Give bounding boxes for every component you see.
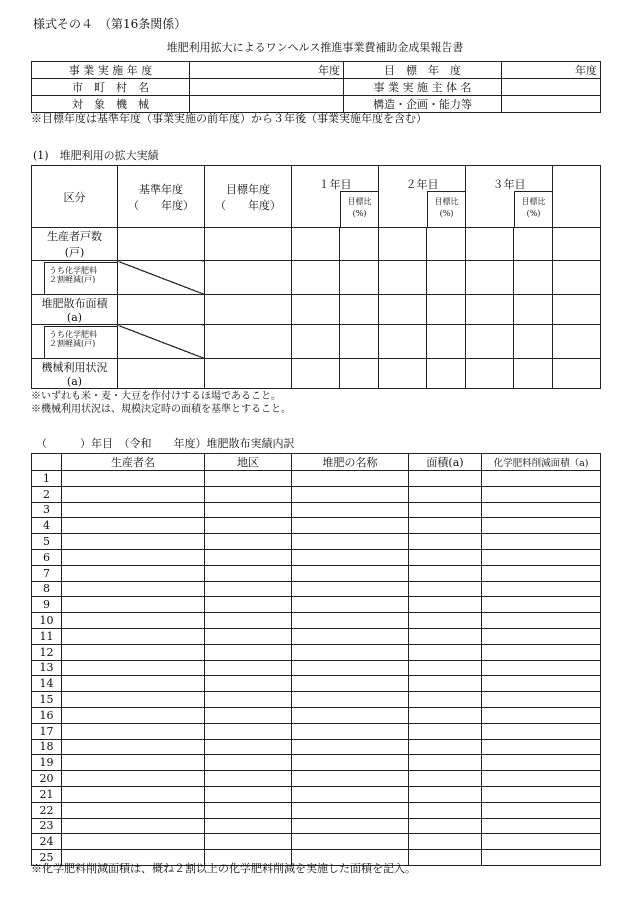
- col-extra: [553, 166, 601, 228]
- cell-area[interactable]: [409, 581, 482, 597]
- row-number: 7: [32, 565, 62, 581]
- cell-area[interactable]: [409, 802, 482, 818]
- cell-reduced-area[interactable]: [482, 755, 601, 771]
- ratio-cell[interactable]: [426, 325, 465, 358]
- cell-area[interactable]: [409, 786, 482, 802]
- cell-district[interactable]: [205, 534, 292, 550]
- row-number: 21: [32, 786, 62, 802]
- cell-target[interactable]: [205, 228, 292, 261]
- cell-producer-name[interactable]: [62, 644, 205, 660]
- cell-compost-name[interactable]: [292, 486, 409, 502]
- label-structure: 構造・企画・能力等: [344, 96, 502, 113]
- cell-producer-name[interactable]: [62, 818, 205, 834]
- cell-compost-name[interactable]: [292, 802, 409, 818]
- table-row: [32, 471, 601, 487]
- col-kubun: 区分: [32, 166, 118, 228]
- cell-district[interactable]: [205, 834, 292, 850]
- row-number: 15: [32, 692, 62, 708]
- table-row: [32, 613, 601, 629]
- cell-extra[interactable]: [553, 325, 601, 359]
- row-number: 6: [32, 549, 62, 565]
- cell-district[interactable]: [205, 676, 292, 692]
- cell-producer-name[interactable]: [62, 676, 205, 692]
- cell-year-2[interactable]: [379, 325, 466, 359]
- cell-year-1[interactable]: [292, 359, 379, 389]
- cell-area[interactable]: [409, 818, 482, 834]
- cell-producer-name[interactable]: [62, 534, 205, 550]
- label-target-year: 目 標 年 度: [344, 62, 502, 79]
- row-area-unit: (a): [66, 311, 83, 324]
- cell-reduced-area[interactable]: [482, 676, 601, 692]
- cell-producer-name[interactable]: [62, 502, 205, 518]
- cell-reduced-area[interactable]: [482, 518, 601, 534]
- cell-compost-name[interactable]: [292, 818, 409, 834]
- value-project-year[interactable]: 年度: [190, 62, 344, 79]
- col-reduced-area: 化学肥料削減面積（a): [482, 454, 601, 471]
- cell-producer-name[interactable]: [62, 597, 205, 613]
- cell-extra[interactable]: [553, 295, 601, 325]
- table-row: [32, 771, 601, 787]
- cell-district[interactable]: [205, 818, 292, 834]
- table-row: [32, 502, 601, 518]
- row-number: 11: [32, 628, 62, 644]
- row-area-sub-unit: ２割軽減(戸): [49, 338, 96, 348]
- cell-producer-name[interactable]: [62, 723, 205, 739]
- cell-district[interactable]: [205, 660, 292, 676]
- cell-reduced-area[interactable]: [482, 802, 601, 818]
- cell-area[interactable]: [409, 518, 482, 534]
- cell-year-3[interactable]: [466, 228, 553, 261]
- row-area-sub: [32, 325, 118, 359]
- row-number: 9: [32, 597, 62, 613]
- ratio-unit: (%): [439, 209, 454, 218]
- cell-reduced-area[interactable]: [482, 628, 601, 644]
- col-target-year-label: 目標年度: [226, 182, 270, 196]
- cell-producer-name[interactable]: [62, 486, 205, 502]
- cell-district[interactable]: [205, 723, 292, 739]
- table-row: [32, 676, 601, 692]
- cell-compost-name[interactable]: [292, 755, 409, 771]
- row-area: [32, 295, 118, 325]
- cell-reduced-area[interactable]: [482, 502, 601, 518]
- ratio-label: 目標比: [347, 197, 372, 206]
- row-area-sub-label: うち化学肥料: [49, 329, 97, 339]
- cell-producer-name[interactable]: [62, 707, 205, 723]
- cell-producer-name[interactable]: [62, 518, 205, 534]
- cell-extra[interactable]: [553, 261, 601, 295]
- cell-reduced-area[interactable]: [482, 739, 601, 755]
- cell-compost-name[interactable]: [292, 549, 409, 565]
- row-number: 14: [32, 676, 62, 692]
- row-number: 17: [32, 723, 62, 739]
- cell-producer-name[interactable]: [62, 692, 205, 708]
- col-compost-name: 堆肥の名称: [292, 454, 409, 471]
- ratio-cell[interactable]: [513, 228, 552, 260]
- table-row: [32, 723, 601, 739]
- cell-district[interactable]: [205, 692, 292, 708]
- ratio-cell[interactable]: [339, 359, 378, 388]
- ratio-cell[interactable]: [426, 359, 465, 388]
- cell-area[interactable]: [409, 644, 482, 660]
- ratio-label: 目標比: [521, 197, 546, 206]
- section1-notes: [31, 390, 291, 416]
- cell-reduced-area[interactable]: [482, 834, 601, 850]
- table-row: [32, 834, 601, 850]
- cell-area[interactable]: [409, 850, 482, 866]
- cell-reduced-area[interactable]: [482, 471, 601, 487]
- row-number: 24: [32, 834, 62, 850]
- row-machine: [32, 359, 118, 389]
- cell-area[interactable]: [409, 597, 482, 613]
- cell-year-1[interactable]: [292, 325, 379, 359]
- table-row: [32, 818, 601, 834]
- cell-area[interactable]: [409, 628, 482, 644]
- section1-note-2: ※機械利用状況は、規模決定時の面積を基準とすること。: [31, 404, 291, 415]
- section1-heading: (1) 堆肥利用の拡大実績: [33, 149, 159, 162]
- cell-year-3[interactable]: [466, 359, 553, 389]
- col-target-year: [205, 166, 292, 228]
- ratio-label: 目標比: [434, 197, 459, 206]
- cell-reduced-area[interactable]: [482, 565, 601, 581]
- cell-year-2[interactable]: [379, 359, 466, 389]
- cell-producer-name[interactable]: [62, 739, 205, 755]
- cell-area[interactable]: [409, 834, 482, 850]
- cell-year-2[interactable]: [379, 295, 466, 325]
- cell-reduced-area[interactable]: [482, 613, 601, 629]
- row-area-label: 堆肥散布面積: [41, 297, 108, 310]
- cell-reduced-area[interactable]: [482, 644, 601, 660]
- row-producers: [32, 228, 118, 261]
- cell-base-slashed: [118, 261, 205, 295]
- table-row: [32, 739, 601, 755]
- table-row: [32, 786, 601, 802]
- col-base-year-paren: （ 年度）: [128, 198, 194, 212]
- cell-reduced-area[interactable]: [482, 818, 601, 834]
- table-row: [32, 707, 601, 723]
- cell-compost-name[interactable]: [292, 581, 409, 597]
- ratio-cell[interactable]: [339, 228, 378, 260]
- cell-reduced-area[interactable]: [482, 723, 601, 739]
- cell-district[interactable]: [205, 707, 292, 723]
- section2-heading: （ ）年目 （令和 年度）堆肥散布実績内訳: [36, 437, 295, 450]
- ratio-cell[interactable]: [513, 295, 552, 324]
- row-producers-label: 生産者戸数: [47, 230, 102, 243]
- cell-reduced-area[interactable]: [482, 549, 601, 565]
- cell-base[interactable]: [118, 359, 205, 389]
- cell-area[interactable]: [409, 613, 482, 629]
- cell-target[interactable]: [205, 261, 292, 295]
- target-year-note: ※目標年度は基準年度（事業実施の前年度）から３年後（事業実施年度を含む）: [31, 112, 427, 125]
- cell-compost-name[interactable]: [292, 723, 409, 739]
- row-number: 4: [32, 518, 62, 534]
- col-year-1-ratio: [340, 191, 378, 227]
- cell-compost-name[interactable]: [292, 707, 409, 723]
- ratio-unit: (%): [526, 209, 541, 218]
- ratio-cell[interactable]: [339, 261, 378, 294]
- cell-extra[interactable]: [553, 359, 601, 389]
- cell-year-1[interactable]: [292, 261, 379, 295]
- row-number: 20: [32, 771, 62, 787]
- col-year-3-label: ３年目: [492, 178, 526, 191]
- cell-compost-name[interactable]: [292, 771, 409, 787]
- col-year-2-label: ２年目: [405, 178, 439, 191]
- table-row: [32, 692, 601, 708]
- ratio-cell[interactable]: [426, 295, 465, 324]
- cell-compost-name[interactable]: [292, 692, 409, 708]
- cell-producer-name[interactable]: [62, 786, 205, 802]
- cell-compost-name[interactable]: [292, 502, 409, 518]
- row-area-sub-box: [44, 326, 117, 358]
- cell-reduced-area[interactable]: [482, 534, 601, 550]
- cell-area[interactable]: [409, 723, 482, 739]
- cell-extra[interactable]: [553, 228, 601, 261]
- col-year-3: [466, 166, 553, 228]
- value-target-year[interactable]: 年度: [502, 62, 601, 79]
- col-producer-name: 生産者名: [62, 454, 205, 471]
- cell-reduced-area[interactable]: [482, 850, 601, 866]
- cell-district[interactable]: [205, 739, 292, 755]
- cell-producer-name[interactable]: [62, 628, 205, 644]
- cell-target[interactable]: [205, 359, 292, 389]
- row-number: 8: [32, 581, 62, 597]
- ratio-cell[interactable]: [426, 228, 465, 260]
- cell-area[interactable]: [409, 565, 482, 581]
- col-district: 地区: [205, 454, 292, 471]
- col-year-3-ratio: [514, 191, 552, 227]
- label-implementer: 事 業 実 施 主 体 名: [344, 79, 502, 96]
- row-number: 2: [32, 486, 62, 502]
- value-target-machine[interactable]: [190, 96, 344, 113]
- cell-producer-name[interactable]: [62, 834, 205, 850]
- value-structure[interactable]: [502, 96, 601, 113]
- cell-area[interactable]: [409, 660, 482, 676]
- cell-producer-name[interactable]: [62, 581, 205, 597]
- section2-note: ※化学肥料削減面積は、概ね２割以上の化学肥料削減を実施した面積を記入。: [31, 862, 416, 875]
- ratio-cell[interactable]: [426, 261, 465, 294]
- col-year-1-label: １年目: [318, 178, 352, 191]
- row-number: 22: [32, 802, 62, 818]
- cell-base[interactable]: [118, 228, 205, 261]
- row-number: 12: [32, 644, 62, 660]
- cell-year-2[interactable]: [379, 228, 466, 261]
- cell-producer-name[interactable]: [62, 802, 205, 818]
- cell-compost-name[interactable]: [292, 628, 409, 644]
- cell-district[interactable]: [205, 549, 292, 565]
- cell-compost-name[interactable]: [292, 597, 409, 613]
- cell-area[interactable]: [409, 471, 482, 487]
- detail-header-row: [32, 454, 601, 471]
- label-project-year: 事 業 実 施 年 度: [32, 62, 190, 79]
- col-area: 面積(a): [409, 454, 482, 471]
- row-number: 13: [32, 660, 62, 676]
- cell-producer-name[interactable]: [62, 755, 205, 771]
- cell-producer-name[interactable]: [62, 771, 205, 787]
- row-number: 5: [32, 534, 62, 550]
- col-target-year-paren: （ 年度）: [215, 198, 281, 212]
- cell-year-3[interactable]: [466, 295, 553, 325]
- table-row: [32, 534, 601, 550]
- row-number: 18: [32, 739, 62, 755]
- table-row: [32, 628, 601, 644]
- ratio-cell[interactable]: [513, 359, 552, 388]
- cell-compost-name[interactable]: [292, 565, 409, 581]
- cell-area[interactable]: [409, 549, 482, 565]
- row-producers-sub: [32, 261, 118, 295]
- col-no: [32, 454, 62, 471]
- cell-district[interactable]: [205, 802, 292, 818]
- row-number: 1: [32, 471, 62, 487]
- row-number: 16: [32, 707, 62, 723]
- cell-district[interactable]: [205, 471, 292, 487]
- cell-producer-name[interactable]: [62, 471, 205, 487]
- cell-reduced-area[interactable]: [482, 692, 601, 708]
- cell-compost-name[interactable]: [292, 676, 409, 692]
- value-implementer[interactable]: [502, 79, 601, 96]
- expansion-results-table: [31, 165, 601, 389]
- row-producers-sub-label: うち化学肥料: [49, 265, 97, 275]
- cell-district[interactable]: [205, 613, 292, 629]
- ratio-cell[interactable]: [513, 261, 552, 294]
- row-number: 19: [32, 755, 62, 771]
- cell-compost-name[interactable]: [292, 518, 409, 534]
- row-machine-unit: (a): [66, 375, 83, 388]
- row-producers-unit: (戸): [64, 246, 85, 259]
- cell-area[interactable]: [409, 692, 482, 708]
- cell-target[interactable]: [205, 325, 292, 359]
- cell-year-3[interactable]: [466, 325, 553, 359]
- table-row: [32, 549, 601, 565]
- cell-year-1[interactable]: [292, 228, 379, 261]
- label-target-machine: 対 象 機 械: [32, 96, 190, 113]
- section1-note-1: ※いずれも米・麦・大豆を作付けするほ場であること。: [31, 391, 281, 402]
- cell-compost-name[interactable]: [292, 834, 409, 850]
- cell-area[interactable]: [409, 676, 482, 692]
- row-number: 10: [32, 613, 62, 629]
- cell-district[interactable]: [205, 486, 292, 502]
- table-row: [32, 660, 601, 676]
- row-number: 3: [32, 502, 62, 518]
- cell-district[interactable]: [205, 628, 292, 644]
- cell-producer-name[interactable]: [62, 549, 205, 565]
- spreading-detail-table: [31, 453, 601, 866]
- cell-district[interactable]: [205, 565, 292, 581]
- cell-producer-name[interactable]: [62, 565, 205, 581]
- col-year-2-ratio: [427, 191, 465, 227]
- cell-area[interactable]: [409, 486, 482, 502]
- cell-year-2[interactable]: [379, 261, 466, 295]
- cell-district[interactable]: [205, 581, 292, 597]
- cell-district[interactable]: [205, 518, 292, 534]
- cell-compost-name[interactable]: [292, 613, 409, 629]
- row-number: 25: [32, 850, 62, 866]
- col-year-2: [379, 166, 466, 228]
- cell-compost-name[interactable]: [292, 739, 409, 755]
- row-producers-sub-box: [44, 262, 117, 294]
- cell-district[interactable]: [205, 771, 292, 787]
- cell-producer-name[interactable]: [62, 613, 205, 629]
- cell-area[interactable]: [409, 502, 482, 518]
- table-row: [32, 565, 601, 581]
- cell-year-1[interactable]: [292, 295, 379, 325]
- cell-reduced-area[interactable]: [482, 486, 601, 502]
- cell-district[interactable]: [205, 502, 292, 518]
- ratio-unit: (%): [352, 209, 367, 218]
- table-row: [32, 802, 601, 818]
- cell-target[interactable]: [205, 295, 292, 325]
- cell-area[interactable]: [409, 534, 482, 550]
- cell-reduced-area[interactable]: [482, 581, 601, 597]
- cell-compost-name[interactable]: [292, 644, 409, 660]
- ratio-cell[interactable]: [513, 325, 552, 358]
- cell-district[interactable]: [205, 755, 292, 771]
- form-number: 様式その４ （第16条関係）: [33, 17, 187, 31]
- row-machine-label: 機械利用状況: [41, 361, 108, 374]
- info-table: [31, 61, 601, 113]
- row-producers-sub-unit: ２割軽減(戸): [49, 274, 96, 284]
- table-row: [32, 644, 601, 660]
- cell-reduced-area[interactable]: [482, 660, 601, 676]
- col-base-year-label: 基準年度: [139, 182, 183, 196]
- col-year-1: [292, 166, 379, 228]
- ratio-cell[interactable]: [339, 325, 378, 358]
- page-title: 堆肥利用拡大によるワンヘルス推進事業費補助金成果報告書: [166, 41, 464, 54]
- table-row: [32, 486, 601, 502]
- cell-area[interactable]: [409, 739, 482, 755]
- cell-reduced-area[interactable]: [482, 771, 601, 787]
- cell-year-3[interactable]: [466, 261, 553, 295]
- cell-base[interactable]: [118, 295, 205, 325]
- cell-district[interactable]: [205, 786, 292, 802]
- cell-base-slashed: [118, 325, 205, 359]
- cell-compost-name[interactable]: [292, 660, 409, 676]
- cell-producer-name[interactable]: [62, 660, 205, 676]
- cell-district[interactable]: [205, 597, 292, 613]
- cell-reduced-area[interactable]: [482, 786, 601, 802]
- value-municipality[interactable]: [190, 79, 344, 96]
- cell-area[interactable]: [409, 707, 482, 723]
- cell-compost-name[interactable]: [292, 471, 409, 487]
- ratio-cell[interactable]: [339, 295, 378, 324]
- cell-area[interactable]: [409, 771, 482, 787]
- cell-compost-name[interactable]: [292, 534, 409, 550]
- table-row: [32, 518, 601, 534]
- table-row: [32, 755, 601, 771]
- row-number: 23: [32, 818, 62, 834]
- cell-compost-name[interactable]: [292, 786, 409, 802]
- cell-reduced-area[interactable]: [482, 707, 601, 723]
- table-row: [32, 597, 601, 613]
- label-municipality: 市 町 村 名: [32, 79, 190, 96]
- cell-area[interactable]: [409, 755, 482, 771]
- table-row: [32, 581, 601, 597]
- col-base-year: [118, 166, 205, 228]
- cell-reduced-area[interactable]: [482, 597, 601, 613]
- cell-district[interactable]: [205, 644, 292, 660]
